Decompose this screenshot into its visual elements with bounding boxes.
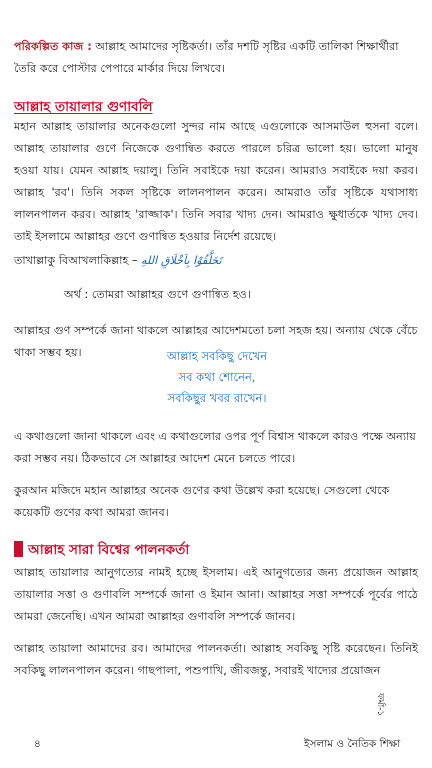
hadith-transliteration: তাখাল্লাকু বিআখলাকিল্লাহ – [14, 254, 138, 267]
highlight-verses [138, 346, 296, 409]
attributes-paragraph-2: আল্লাহর গুণ সম্পর্কে জানা থাকলে আল্লাহর আদেশমতো চলা সহজ হয়। অন্যায় থেকে বেঁচে থাকা সম্ভব হয়। [14, 324, 418, 359]
section-title-sustainer: আল্লাহ সারা বিশ্বের পালনকর্তা [28, 542, 190, 558]
sustainer-paragraph-2: আল্লাহ তায়ালা আমাদের রব। আমাদের পালনকর্তা। আল্লাহ সবকিছু সৃষ্টি করেছেন। তিনিই সবকিছু লালনপালন করেন। গাছপালা, পশুপাখি, জীবজন্তু, সবারই খাদ্যের প্রয়োজন [14, 642, 418, 677]
attributes-paragraph-4: কুরআন মজিদে মহান আল্লাহর অনেক গুণের কথা উল্লেখ করা হয়েছে। সেগুলো থেকে কয়েকটি গুণের কথা আমরা জানব। [14, 484, 390, 519]
page-number: ৪ [34, 738, 41, 750]
attributes-paragraph-3: এ কথাগুলো জানা থাকলে এবং এ কথাগুলোর ওপর পূর্ণ বিশ্বাস থাকলে কারও পক্ষে অন্যায় করা সম্ভব নয়। ঠিকভাবে সে আল্লাহর আদেশ মেনে চলতে পারে। [14, 430, 416, 465]
activity-label: পরিকল্পিত কাজ : [14, 40, 92, 53]
activity-paragraph [14, 36, 418, 80]
highlight-line-1: আল্লাহ সবকিছু দেখেন [166, 349, 268, 363]
hadith-arabic: تَخَلَّقُوْا بِاَخْلَاقِ اللهِ [141, 254, 222, 267]
activity-text: আল্লাহ আমাদের সৃষ্টিকর্তা। তাঁর দশটি সৃষ্টির একটি তালিকা শিক্ষার্থীরা তৈরি করে পোস্টার পেপারে মার্কার দিয়ে লিখবে। [14, 40, 399, 75]
section-title-attributes: আল্লাহ তায়ালার গুণাবলি [14, 99, 153, 115]
forma-mark: ফর্মা-১ [375, 693, 385, 717]
highlight-line-2: সব কথা শোনেন, [178, 370, 256, 384]
attributes-paragraph-1: মহান আল্লাহ তায়ালার অনেকগুলো সুন্দর নাম আছে এগুলোকে আসমাউল হুসনা বলে। আল্লাহ তায়ালার গুণে নিজেকে গুণান্বিত করতে পারলে চরিত্র ভালো হয়। ভালো মানুষ হওয়া যায়। যেমন আল্লাহ দয়ালু। তিনি সবাইকে দয়া করেন। আমরাও সবাইকে দয়া করব। আল্লাহ 'রব'। তিনি সকল সৃষ্টিকে লালনপালন করেন। আমরাও তাঁর সৃষ্টিকে যথাসাধ্য লালনপালন করব। আল্লাহ 'রাজ্জাক'। তিনি সবার খাদ্য দেন। আমরাও ক্ষুধার্তকে খাদ্য দেব। তাই ইসলামে আল্লাহর গুণে গুণান্বিত হওয়ার নির্দেশ রয়েছে। [14, 120, 418, 243]
hadith-line [14, 250, 418, 272]
book-title: ইসলাম ও নৈতিক শিক্ষা [304, 738, 401, 750]
highlight-line-3: সবকিছুর খবর রাখেন। [167, 391, 267, 405]
sustainer-paragraph-1: আল্লাহ তায়ালার আনুগত্যের নামই হচ্ছে ইসলাম। এই আনুগত্যের জন্য প্রয়োজন আল্লাহ তায়ালার সত্তা ও গুণাবলি সম্পর্কে জানা ও ইমান আনা। আল্লাহর সত্তা সম্পর্কে পূর্বের পাঠে আমরা জেনেছি। এখন আমরা আল্লাহর গুণাবলি সম্পর্কে জানব। [14, 566, 418, 623]
hadith-meaning: অর্থ : তোমরা আল্লাহর গুণে গুণান্বিত হও। [64, 288, 251, 301]
section-marker [14, 541, 23, 557]
